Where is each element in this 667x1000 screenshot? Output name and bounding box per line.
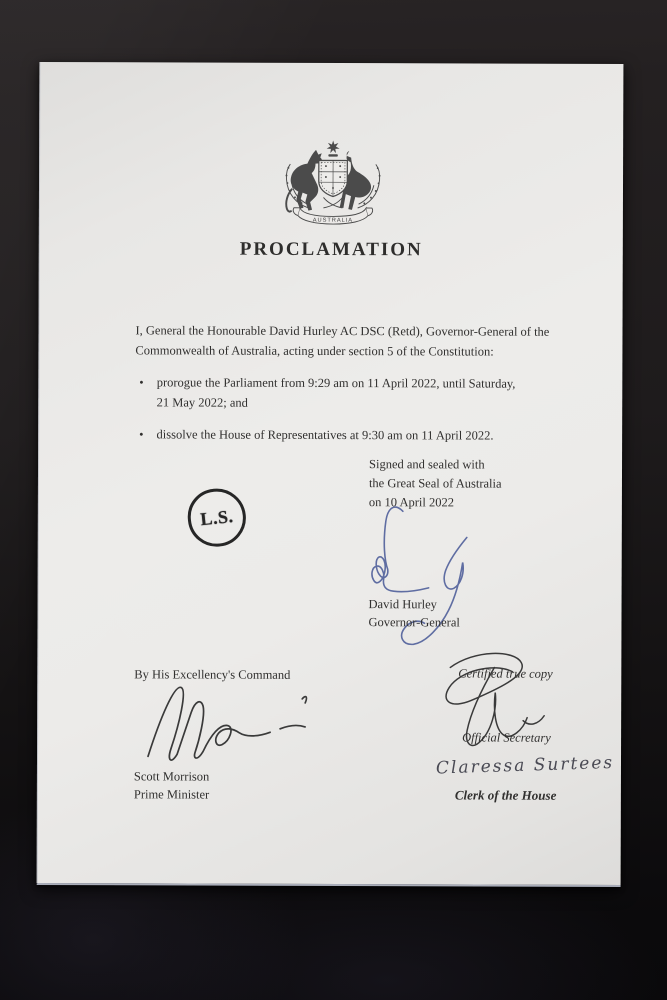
- proclamation-document: [37, 62, 624, 887]
- seal-note-line: the Great Seal of Australia: [368, 476, 502, 491]
- seal-note-line: on 10 April 2022: [368, 495, 455, 510]
- kangaroo-icon: [291, 150, 322, 211]
- ls-seal-stamp: [185, 486, 249, 550]
- banner-text: AUSTRALIA: [312, 217, 353, 224]
- prime-minister-name-block: [134, 767, 209, 803]
- bullet-line: dissolve the House of Representatives at 9:30 am on 11 April 2022.: [156, 427, 494, 443]
- bullet-item-dissolve: [139, 424, 493, 445]
- signatory-name: Scott Morrison: [133, 769, 210, 784]
- intro-paragraph: [135, 320, 549, 361]
- prime-minister-signature: [142, 678, 322, 764]
- bullet-line: 21 May 2022; and: [156, 395, 248, 410]
- intro-line: I, General the Honourable David Hurley AC DSC (Retd), Governor-General of the: [135, 323, 550, 339]
- signatory-title: Prime Minister: [133, 787, 210, 802]
- certified-true-copy-label: Certified true copy: [458, 666, 553, 681]
- signatory-name: David Hurley: [368, 597, 437, 612]
- clerk-title: Clerk of the House: [454, 787, 557, 803]
- bullet-item-prorogue: [139, 372, 515, 413]
- document-title: PROCLAMATION: [239, 238, 423, 261]
- seal-note-line: Signed and sealed with: [369, 457, 485, 472]
- bullet-marker: •: [139, 375, 144, 390]
- seal-note: [369, 455, 502, 512]
- australian-coat-of-arms-icon: [276, 139, 390, 235]
- commonwealth-star-icon: [327, 140, 340, 153]
- intro-line: Commonwealth of Australia, acting under section 5 of the Constitution:: [135, 343, 494, 359]
- coat-of-arms: [276, 139, 390, 235]
- command-line: By His Excellency's Command: [134, 667, 291, 682]
- signatory-title: Governor-General: [368, 615, 460, 630]
- clerk-signature-text: Claressa Surtees: [435, 752, 615, 779]
- bullet-line: prorogue the Parliament from 9:29 am on 11 April 2022, until Saturday,: [156, 375, 516, 391]
- governor-general-name-block: [368, 595, 460, 631]
- bullet-marker: •: [139, 427, 144, 442]
- official-secretary-title: Official Secretary: [462, 730, 551, 745]
- ls-seal-text: L.S.: [199, 505, 235, 529]
